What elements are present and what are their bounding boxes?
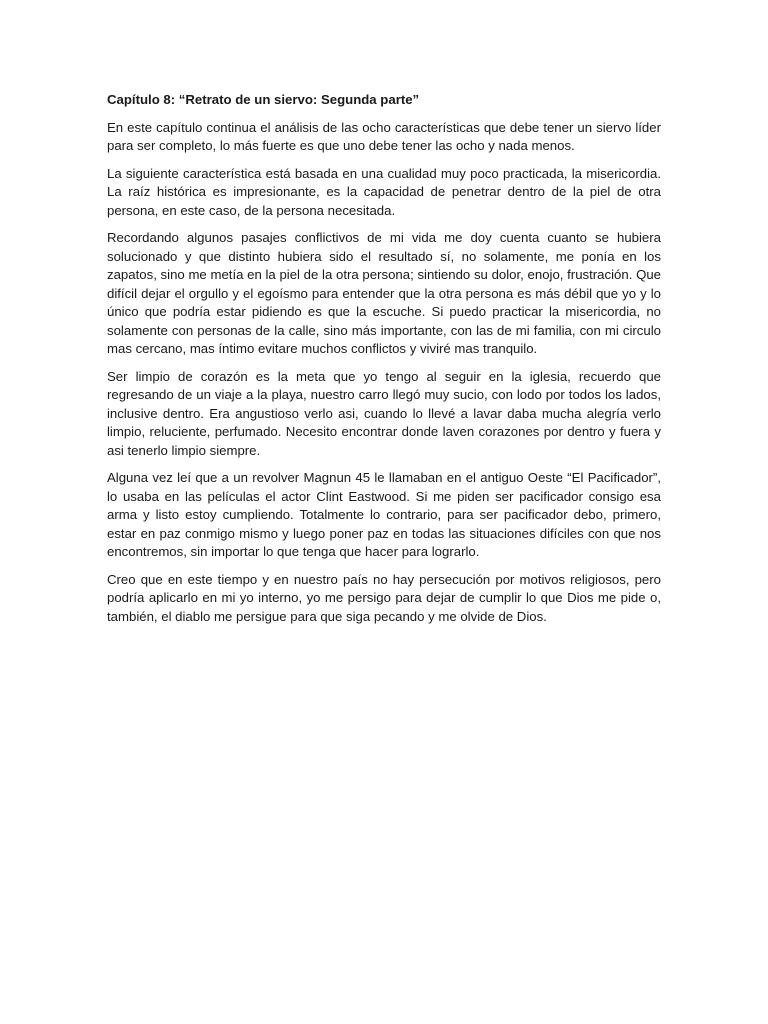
paragraph-5: Alguna vez leí que a un revolver Magnun 45 le llamaban en el antiguo Oeste “El Pacificador”, lo usaba en las películas el actor Clint Eastwood. Si me piden ser pacificador consigo esa arma y listo estoy cumpliendo. Totalmente lo contrario, para ser pacificador debo, primero, estar en paz conmigo mismo y luego poner paz en todas las situaciones difíciles con que nos encontremos, sin importar lo que tenga que hacer para lograrlo.	[107, 470, 661, 559]
paragraph-3: Recordando algunos pasajes conflictivos de mi vida me doy cuenta cuanto se hubiera solucionado y que distinto hubiera sido el resultado sí, no solamente, me ponía en los zapatos, sino me metía en la piel de la otra persona; sintiendo su dolor, enojo, frustración. Que difícil dejar el orgullo y el egoísmo para entender que la otra persona es más débil que yo y lo único que podría estar pidiendo es que la escuche. Si puedo practicar la misericordia, no solamente con personas de la calle, sino más importante, con las de mi familia, con mi circulo mas cercano, mas íntimo evitare muchos conflictos y viviré mas tranquilo.	[107, 230, 661, 356]
chapter-title: Capítulo 8: “Retrato de un siervo: Segunda parte”	[107, 92, 420, 107]
document-body	[107, 91, 661, 635]
paragraph-4: Ser limpio de corazón es la meta que yo tengo al seguir en la iglesia, recuerdo que regresando de un viaje a la playa, nuestro carro llegó muy sucio, con lodo por todos los lados, inclusive dentro. Era angustioso verlo asi, cuando lo llevé a lavar daba mucha alegría verlo limpio, reluciente, perfumado. Necesito encontrar donde laven corazones por dentro y fuera y asi tenerlo limpio siempre.	[107, 368, 661, 458]
paragraph-6: Creo que en este tiempo y en nuestro país no hay persecución por motivos religiosos, pero podría aplicarlo en mi yo interno, yo me persigo para dejar de cumplir lo que Dios me pide o, también, el diablo me persigue para que siga pecando y me olvide de Dios.	[107, 571, 661, 624]
paragraph-2: La siguiente característica está basada en una cualidad muy poco practicada, la misericordia. La raíz histórica es impresionante, es la capacidad de penetrar dentro de la piel de otra persona, en este caso, de la persona necesitada.	[107, 165, 661, 218]
paragraph-1: En este capítulo continua el análisis de las ocho características que debe tener un siervo líder para ser completo, lo más fuerte es que uno debe tener las ocho y nada menos.	[107, 119, 661, 153]
